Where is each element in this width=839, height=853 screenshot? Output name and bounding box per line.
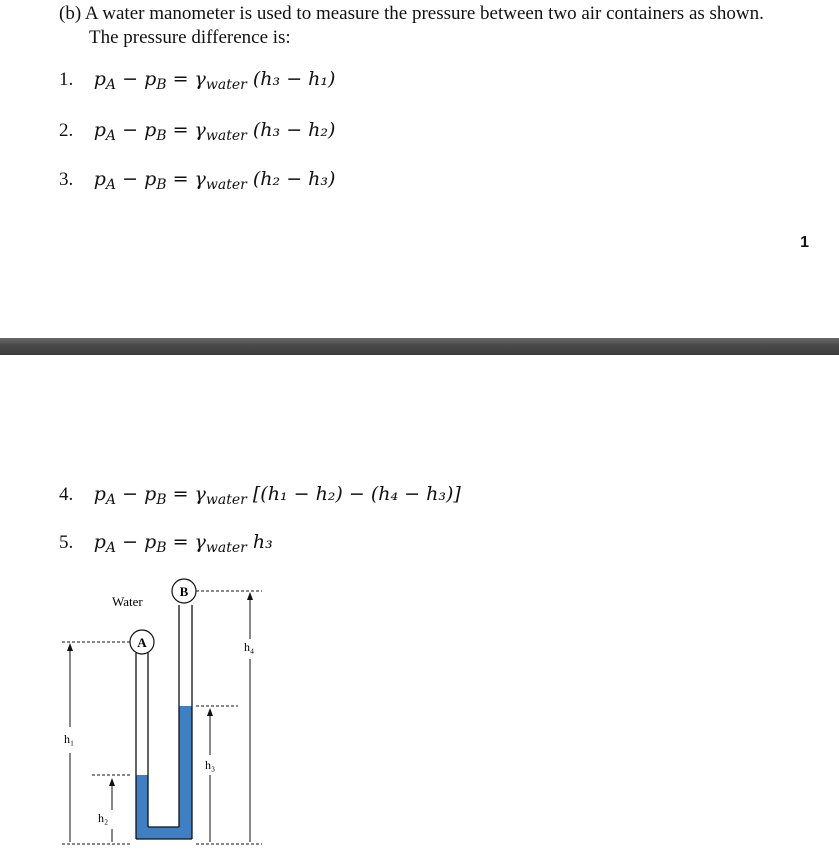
question-line-1: (b) A water manometer is used to measure the pressure between two air containers as shown.: [59, 3, 764, 24]
option-number: 2.: [59, 120, 74, 141]
question-text: [59, 2, 819, 50]
h3-label: h₃: [205, 758, 216, 772]
option-number: 5.: [59, 532, 74, 553]
water-fill: [136, 706, 192, 839]
option-equation: $p_A - p_B = \gamma_{water}$ [(h₁ − h₂) − (h₄ − h₃)]: [93, 483, 461, 508]
question-line-2: The pressure difference is:: [89, 27, 291, 48]
page-number: 1: [800, 234, 809, 251]
container-a-label: A: [137, 635, 147, 650]
dimension-arrows: [67, 592, 253, 786]
option-1[interactable]: [59, 68, 335, 93]
option-equation: $p_A - p_B = \gamma_{water}$ (h₂ − h₃): [93, 168, 336, 193]
dimension-lines: [62, 591, 262, 844]
page-divider: [0, 338, 839, 355]
page-2: [0, 355, 839, 853]
option-2[interactable]: [59, 119, 335, 144]
h4-label: h₄: [244, 640, 255, 654]
water-label: Water: [112, 594, 143, 609]
page-1: [0, 0, 839, 338]
water-right-leg: [179, 706, 192, 839]
option-number: 1.: [59, 69, 74, 90]
container-b-label: B: [179, 584, 189, 599]
option-3[interactable]: [59, 168, 335, 193]
h2-label: h₂: [98, 811, 109, 825]
option-equation: $p_A - p_B = \gamma_{water}$ (h₃ − h₁): [93, 68, 336, 93]
h1-label: h₁: [64, 732, 75, 746]
option-number: 3.: [59, 169, 74, 190]
manometer-figure: [0, 355, 839, 853]
option-equation: $p_A - p_B = \gamma_{water}$ h₃: [93, 531, 273, 556]
option-number: 4.: [59, 484, 74, 505]
option-equation: $p_A - p_B = \gamma_{water}$ (h₃ − h₂): [93, 119, 336, 144]
